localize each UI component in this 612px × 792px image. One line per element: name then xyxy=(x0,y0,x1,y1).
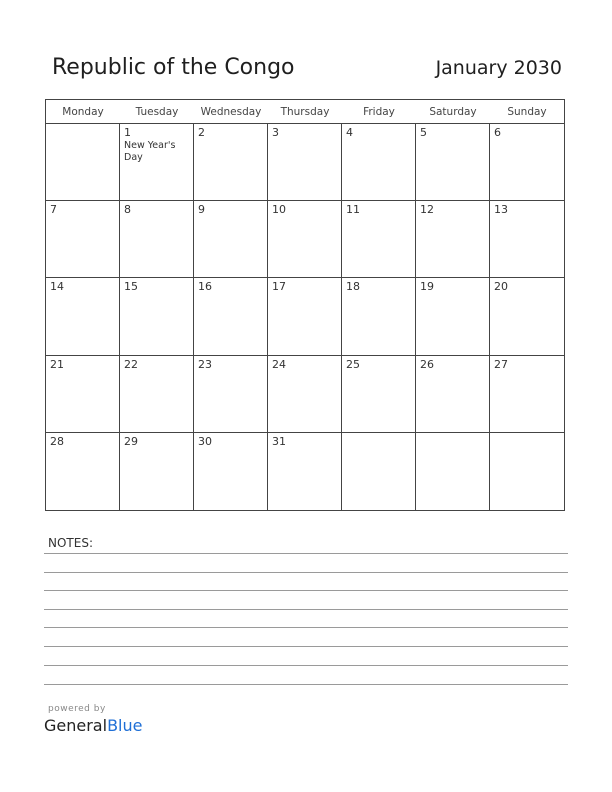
day-number: 28 xyxy=(50,434,64,448)
weekday-header: Monday xyxy=(46,100,120,124)
day-cell xyxy=(268,433,342,510)
day-cell xyxy=(194,278,268,355)
day-cell xyxy=(46,201,120,278)
day-number: 17 xyxy=(272,280,286,294)
day-cell xyxy=(490,433,564,510)
note-line xyxy=(44,609,568,610)
day-number: 25 xyxy=(346,357,360,371)
day-number: 31 xyxy=(272,434,286,448)
day-number: 30 xyxy=(198,434,212,448)
day-cell xyxy=(416,278,490,355)
day-number: 27 xyxy=(494,357,508,371)
day-number: 18 xyxy=(346,280,360,294)
powered-by-text: powered by xyxy=(48,704,106,714)
day-cell xyxy=(46,278,120,355)
note-line xyxy=(44,590,568,591)
day-cell xyxy=(194,201,268,278)
note-line xyxy=(44,684,568,685)
day-cell xyxy=(120,433,194,510)
day-number: 6 xyxy=(494,126,501,139)
day-cell xyxy=(120,278,194,355)
day-number: 1 xyxy=(124,126,131,139)
day-cell xyxy=(342,201,416,278)
note-line xyxy=(44,665,568,666)
day-cell xyxy=(120,124,194,201)
note-line xyxy=(44,572,568,573)
holiday-label: New Year's Day xyxy=(124,140,176,163)
day-number: 16 xyxy=(198,280,212,294)
day-number: 23 xyxy=(198,357,212,371)
notes-label: NOTES: xyxy=(48,536,93,550)
day-number: 7 xyxy=(50,203,57,217)
day-cell xyxy=(120,201,194,278)
day-number: 8 xyxy=(124,203,131,217)
day-cell xyxy=(268,278,342,355)
day-cell xyxy=(342,124,416,201)
note-line xyxy=(44,646,568,647)
day-cell xyxy=(46,356,120,433)
day-cell xyxy=(342,356,416,433)
day-number: 15 xyxy=(124,280,138,294)
day-cell xyxy=(490,278,564,355)
day-number: 21 xyxy=(50,357,64,371)
day-cell xyxy=(194,433,268,510)
day-cell xyxy=(268,356,342,433)
day-number: 26 xyxy=(420,357,434,371)
day-cell xyxy=(268,201,342,278)
day-number: 13 xyxy=(494,203,508,217)
day-number: 22 xyxy=(124,357,138,371)
day-cell xyxy=(194,356,268,433)
weekday-header: Tuesday xyxy=(120,100,194,124)
day-cell xyxy=(120,356,194,433)
day-number: 4 xyxy=(346,126,353,139)
day-cell xyxy=(268,124,342,201)
day-number: 2 xyxy=(198,126,205,139)
day-cell xyxy=(416,433,490,510)
calendar-grid xyxy=(45,99,565,511)
day-number: 19 xyxy=(420,280,434,294)
note-line xyxy=(44,627,568,628)
calendar-country-title: Republic of the Congo xyxy=(52,55,295,80)
day-cell xyxy=(490,356,564,433)
day-cell xyxy=(194,124,268,201)
day-number: 3 xyxy=(272,126,279,139)
day-number: 9 xyxy=(198,203,205,217)
day-cell xyxy=(490,124,564,201)
day-number: 10 xyxy=(272,203,286,217)
weekday-header: Wednesday xyxy=(194,100,268,124)
day-cell xyxy=(46,124,120,201)
day-number: 11 xyxy=(346,203,360,217)
weekday-header: Thursday xyxy=(268,100,342,124)
calendar-month-year: January 2030 xyxy=(435,57,562,79)
brand-general-text: General xyxy=(44,716,108,735)
day-cell xyxy=(416,356,490,433)
day-cell xyxy=(342,278,416,355)
weekday-header: Friday xyxy=(342,100,416,124)
day-cell xyxy=(342,433,416,510)
note-line xyxy=(44,553,568,554)
day-number: 12 xyxy=(420,203,434,217)
generalblue-logo[interactable] xyxy=(44,716,142,735)
weekday-header: Sunday xyxy=(490,100,564,124)
day-number: 14 xyxy=(50,280,64,294)
day-number: 24 xyxy=(272,357,286,371)
day-number: 20 xyxy=(494,280,508,294)
brand-blue-text: Blue xyxy=(107,716,143,735)
day-cell xyxy=(416,201,490,278)
day-number: 29 xyxy=(124,434,138,448)
day-number: 5 xyxy=(420,126,427,139)
day-cell xyxy=(416,124,490,201)
day-cell xyxy=(46,433,120,510)
day-cell xyxy=(490,201,564,278)
weekday-header: Saturday xyxy=(416,100,490,124)
